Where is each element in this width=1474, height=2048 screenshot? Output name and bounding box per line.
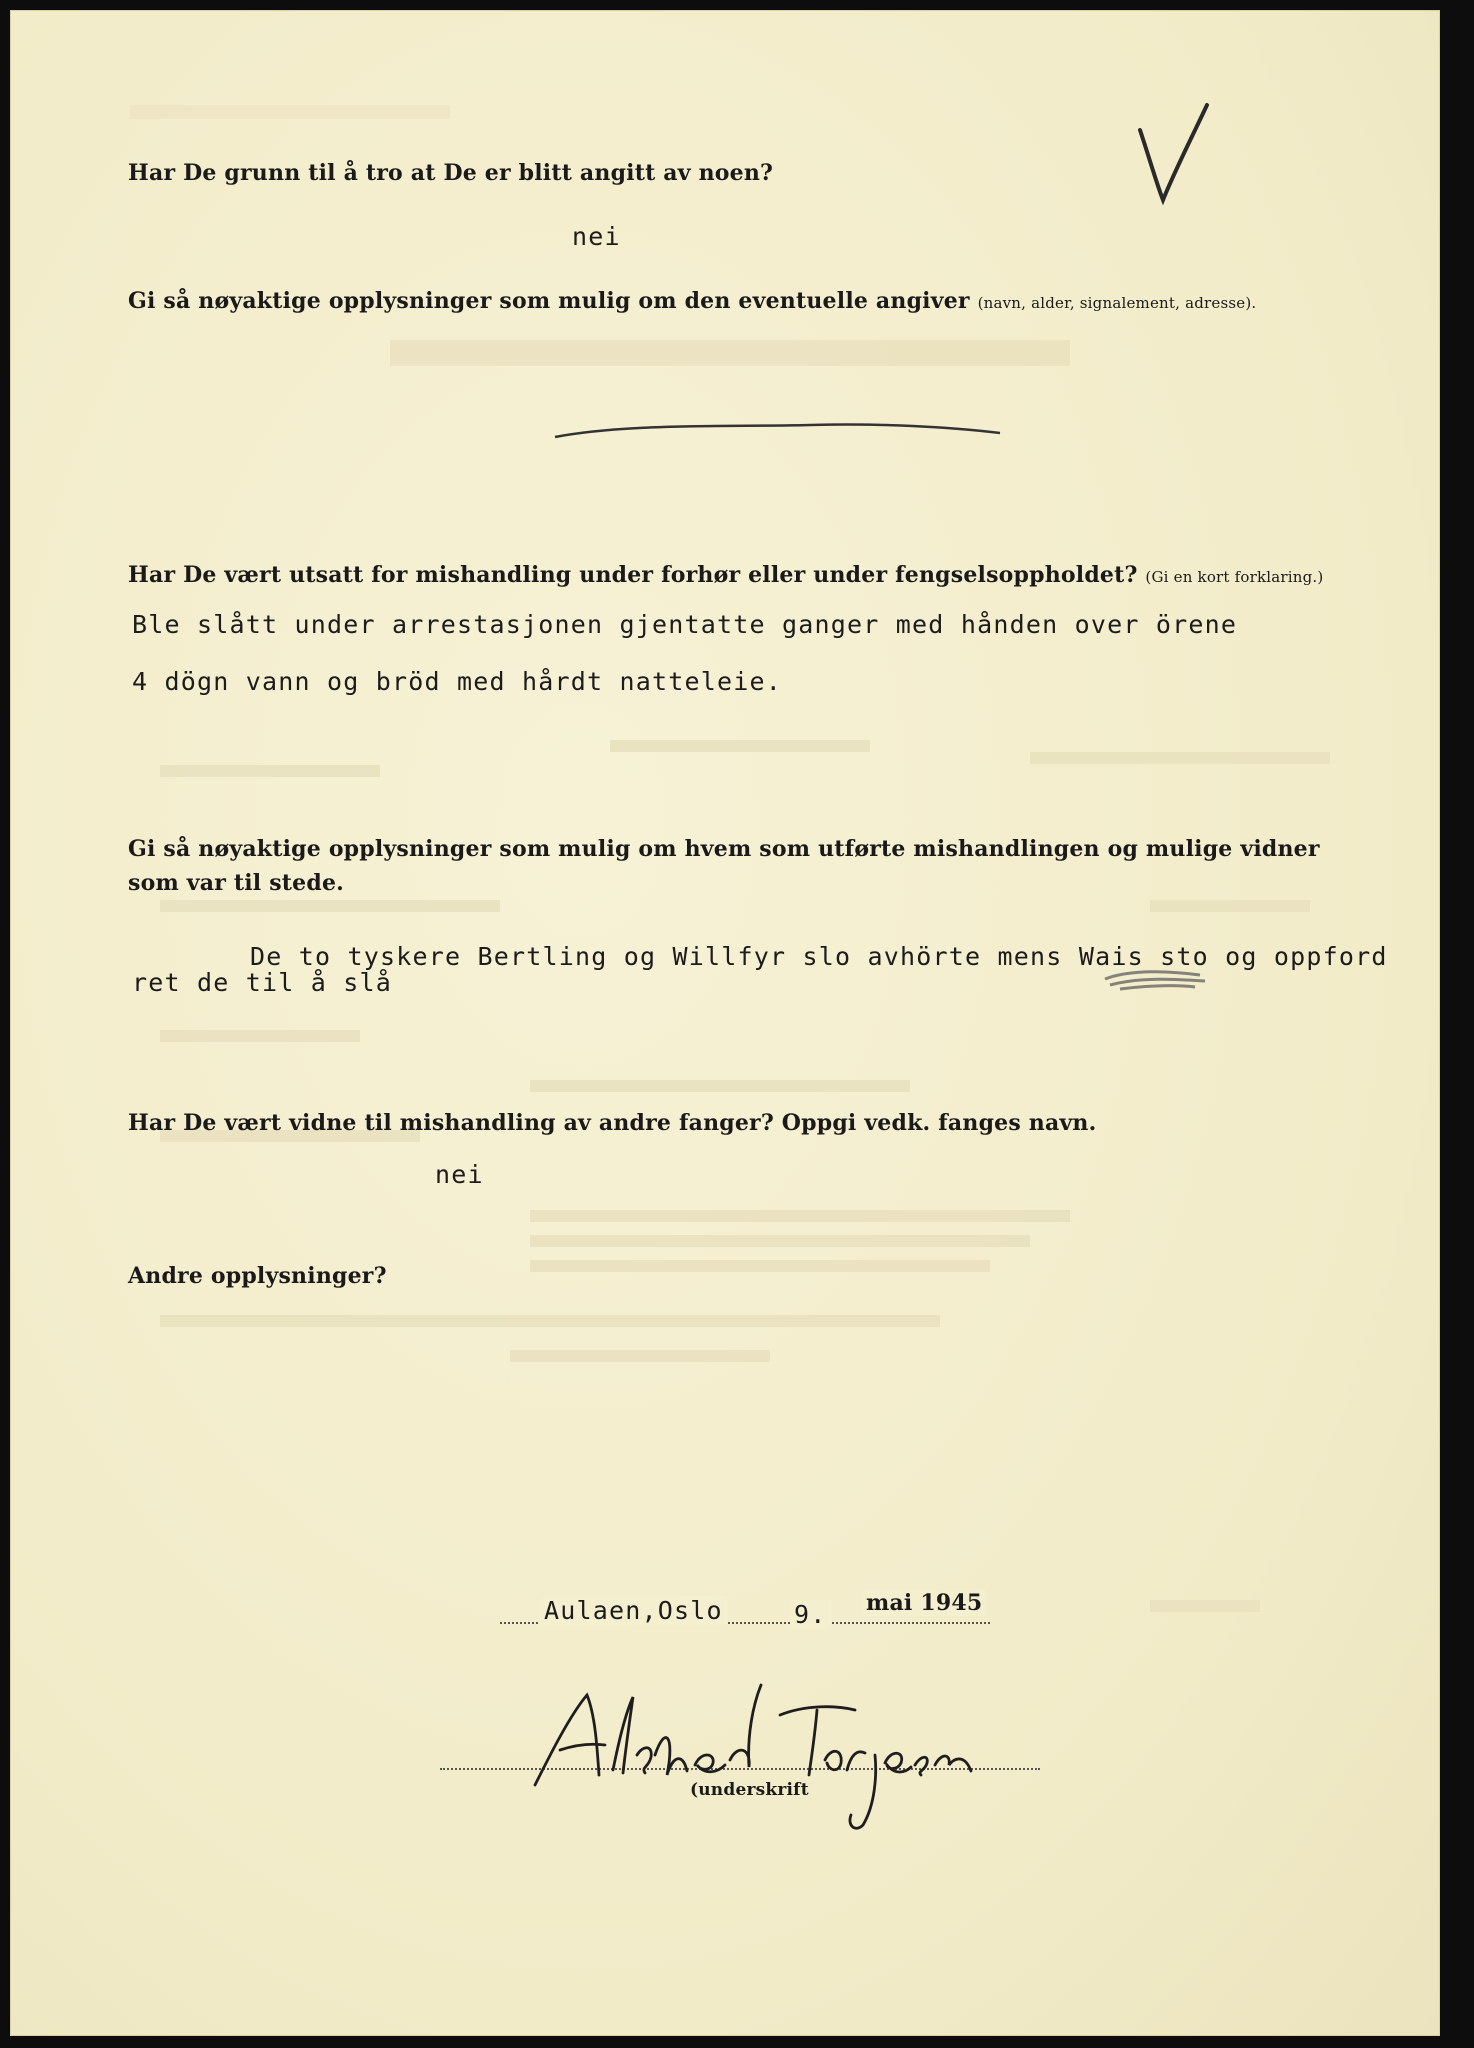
q6-label: Andre opplysninger? bbox=[128, 1263, 387, 1289]
q3-hint: (Gi en kort forklaring.) bbox=[1145, 568, 1324, 586]
q4-label-line2: som var til stede. bbox=[128, 870, 345, 896]
q1-label: Har De grunn til å tro at De er blitt angitt av noen? bbox=[128, 160, 774, 186]
q1-answer: nei bbox=[572, 222, 621, 251]
place: Aulaen,Oslo bbox=[540, 1596, 727, 1625]
check-mark-icon bbox=[1135, 100, 1215, 210]
q5-answer: nei bbox=[435, 1160, 484, 1189]
q2-label-text: Gi så nøyaktige opplysninger som mulig om den eventuelle angiver bbox=[128, 288, 970, 314]
q3-answer-line1: Ble slått under arrestasjonen gjentatte ganger med hånden over örene bbox=[132, 610, 1238, 639]
q4-answer-line2: ret de til å slå bbox=[132, 968, 393, 997]
pen-stroke bbox=[550, 415, 1010, 445]
signature-caption: (underskrift bbox=[690, 1780, 809, 1800]
q3-label bbox=[128, 562, 1323, 588]
q4-label-line1: Gi så nøyaktige opplysninger som mulig om hvem som utførte mishandlingen og mulige vidner bbox=[128, 836, 1320, 862]
q4-answer-line1: De to tyskere Bertling og Willfyr slo avhörte mens Wais sto og oppford bbox=[250, 942, 1388, 971]
form-page bbox=[10, 10, 1440, 2036]
ink-scribble bbox=[1100, 965, 1210, 995]
month-year: mai 1945 bbox=[862, 1590, 986, 1616]
q3-label-text: Har De vært utsatt for mishandling under forhør eller under fengselsoppholdet? bbox=[128, 562, 1138, 588]
day: 9. bbox=[790, 1600, 831, 1629]
q5-label: Har De vært vidne til mishandling av andre fanger? Oppgi vedk. fanges navn. bbox=[128, 1110, 1097, 1136]
q2-label bbox=[128, 288, 1256, 314]
q2-hint: (navn, alder, signalement, adresse). bbox=[977, 294, 1257, 312]
signature bbox=[525, 1675, 985, 1825]
q3-answer-line2: 4 dögn vann og bröd med hårdt natteleie. bbox=[132, 667, 783, 696]
